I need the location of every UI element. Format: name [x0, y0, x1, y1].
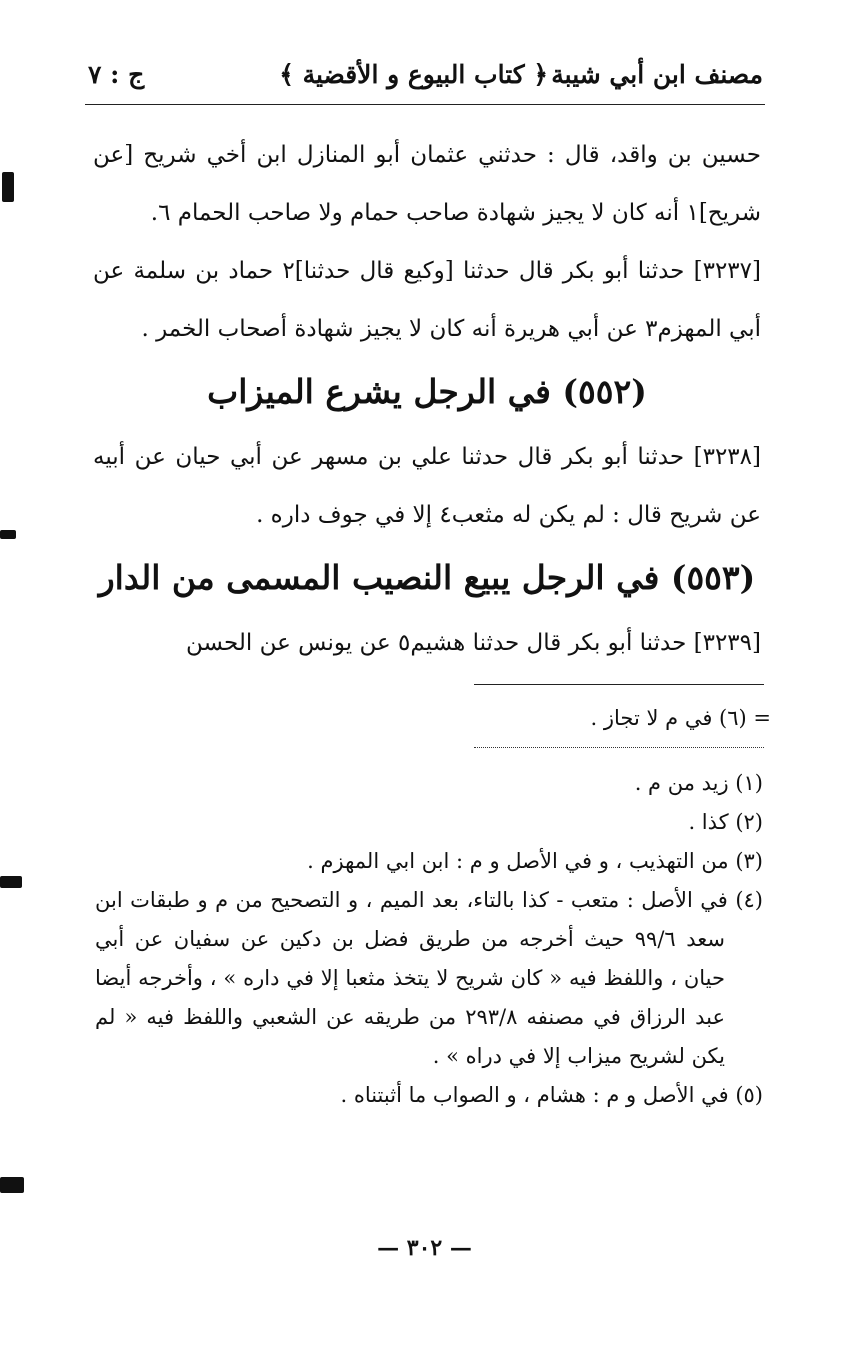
- page-number: — ٣٠٢ —: [377, 1235, 472, 1261]
- header-rule: [85, 104, 765, 105]
- section-heading: (٥٥٣) في الرجل يبيع النصيب المسمى من الدار: [98, 558, 756, 597]
- footnote: (٤) في الأصل : متعب - كذا بالتاء، بعد الميم ، و التصحيح من م و طبقات ابن سعد ٩٩/٦ حيث أخرجه من طريق فضل بن دكين عن سفيان عن أبي حيان ، واللفظ فيه « كان شريح لا يتخذ مثعبا إلا في داره » ، وأخرجه أيضا عبد الرزاق في مصنفه ٢٩٣/٨ من طريقه عن الشعبي واللفظ فيه « لم يكن لشريح ميزاب إلا في دراه » .: [95, 888, 763, 1068]
- paragraph: [٣٢٣٩] حدثنا أبو بكر قال حدثنا هشيم٥ عن يونس عن الحسن: [186, 630, 761, 656]
- running-header: [88, 60, 763, 100]
- footnotes: [95, 764, 763, 1115]
- footnote-rule: [474, 684, 764, 685]
- scan-mark: [0, 530, 16, 539]
- scan-mark: [2, 172, 14, 202]
- paragraph: [٣٢٣٧] حدثنا أبو بكر قال حدثنا [وكيع قال حدثنا]٢ حماد بن سلمة عن أبي المهزم٣ عن أبي هريرة أنه كان لا يجيز شهادة أصحاب الخمر .: [93, 258, 761, 342]
- footnote: (٣) من التهذيب ، و في الأصل و م : ابن ابي المهزم .: [307, 849, 763, 873]
- paragraph: حسين بن واقد، قال : حدثني عثمان أبو المنازل ابن أخي شريح [عن شريح]١ أنه كان لا يجيز شهادة صاحب حمام ولا صاحب الحمام ٦.: [93, 142, 761, 226]
- paragraph: [٣٢٣٨] حدثنا أبو بكر قال حدثنا علي بن مسهر عن أبي حيان عن أبيه عن شريح قال : لم يكن له مثعب٤ إلا في جوف داره .: [93, 444, 761, 528]
- footnote: (٢) كذا .: [688, 810, 763, 834]
- scan-mark: [0, 876, 22, 888]
- footnote: (١) زيد من م .: [634, 771, 763, 795]
- footnote: (٥) في الأصل و م : هشام ، و الصواب ما أثبتناه .: [340, 1083, 763, 1107]
- footnote-separator: [474, 747, 764, 748]
- header-volume: ج : ٧: [88, 60, 145, 89]
- scan-mark: [0, 1177, 24, 1193]
- footnote-continuation: = (٦) في م لا تجاز .: [590, 706, 771, 730]
- section-heading: (٥٥٢) في الرجل يشرع الميزاب: [207, 372, 647, 411]
- header-book-title: ﴿ كتاب البيوع و الأقضية ﴾: [279, 60, 548, 89]
- main-text: [93, 126, 761, 672]
- header-work-title: مصنف ابن أبي شيبة: [551, 60, 763, 89]
